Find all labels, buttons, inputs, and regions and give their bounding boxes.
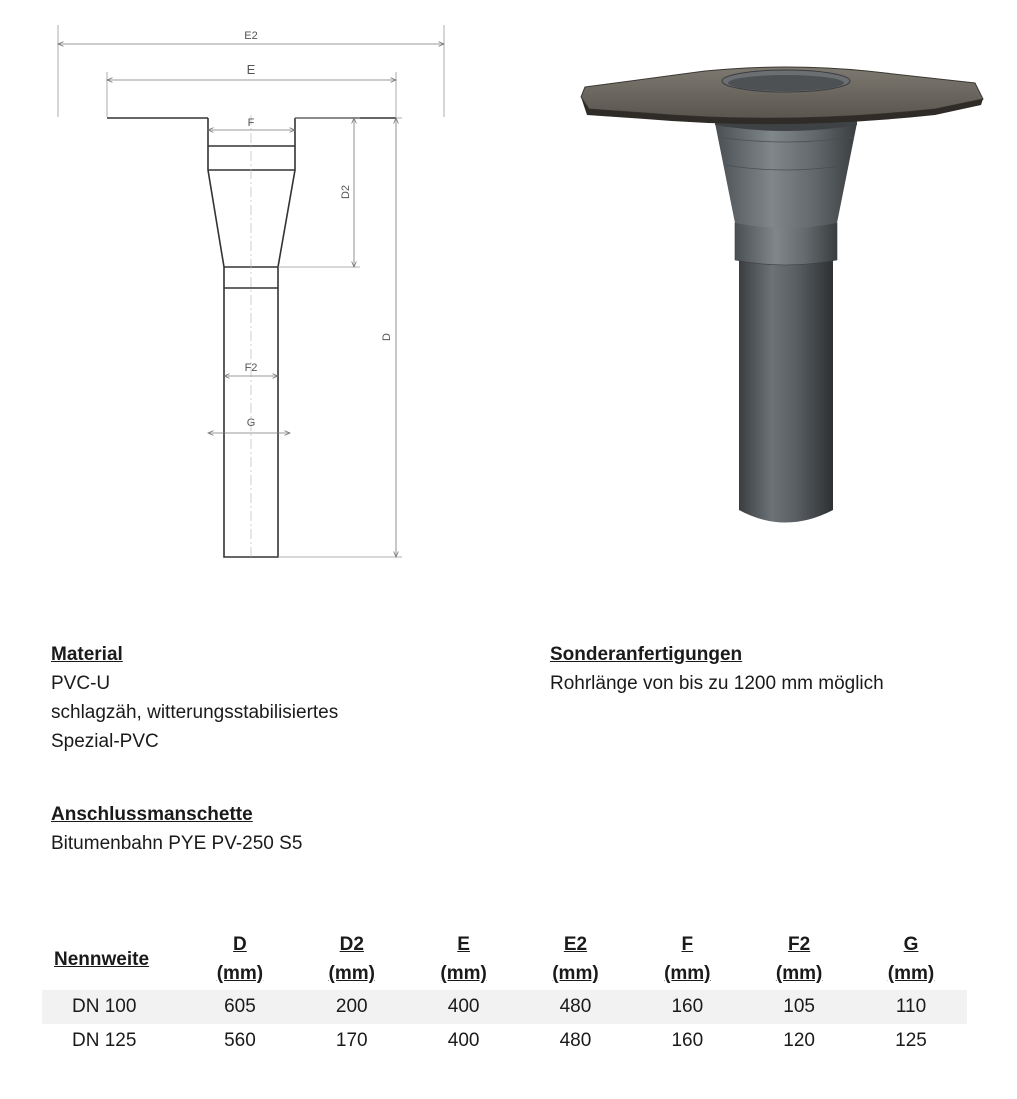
table-cell: 605 [184,990,296,1024]
material-section [51,640,338,756]
pipe-outline [107,118,396,557]
table-cell: DN 100 [42,990,184,1024]
table-cell: 125 [895,1030,927,1051]
table-cell: 160 [631,990,743,1024]
connection-section [51,800,302,858]
product-photo [575,65,985,535]
material-line: PVC-U [51,673,111,694]
table-cell: 200 [296,990,408,1024]
table-row [42,990,967,1024]
label-e2: E2 [244,30,258,42]
dimension-d [278,118,402,557]
label-f2: F2 [244,362,258,374]
label-d2: D2 [340,184,352,200]
table-cell: 480 [520,990,632,1024]
table-cell: 120 [783,1030,815,1051]
header-f2: F2 (mm) [775,934,823,984]
technical-drawing [40,20,480,565]
special-heading: Sonderanfertigungen [550,644,743,665]
header-nennweite: Nennweite [54,948,150,970]
header-e2: E2 (mm) [552,934,599,984]
table-cell: 560 [224,1030,256,1051]
dimension-f2 [224,362,278,376]
header-g: G (mm) [887,934,935,984]
table-header-row [42,928,967,990]
header-f: F (mm) [664,934,711,984]
table-cell: 480 [559,1030,592,1051]
header-e: E (mm) [440,934,487,984]
special-line: Rohrlänge von bis zu 1200 mm möglich [550,673,884,694]
header-d2: D2 (mm) [328,934,375,984]
connection-line: Bitumenbahn PYE PV-250 S5 [51,833,303,854]
table-cell: 170 [335,1030,368,1051]
material-line: schlagzäh, witterungsstabilisiertes [51,702,339,723]
table-cell: 160 [671,1030,704,1051]
dimension-table [42,928,967,1058]
table-cell: 400 [408,990,520,1024]
table-row [42,1024,967,1058]
dimension-e [107,62,396,117]
header-d: D (mm) [216,934,264,984]
table-cell: 110 [855,990,967,1024]
label-f: F [247,117,255,129]
connection-heading: Anschlussmanschette [51,804,253,825]
table-cell: DN 125 [72,1030,137,1051]
special-section [550,640,884,698]
dimension-f [208,117,295,130]
table-cell: 105 [743,990,855,1024]
table-cell: 400 [447,1030,480,1051]
label-d: D [381,333,393,341]
label-g: G [246,417,256,429]
material-heading: Material [51,644,123,665]
label-e: E [246,62,256,77]
material-line: Spezial-PVC [51,731,159,752]
